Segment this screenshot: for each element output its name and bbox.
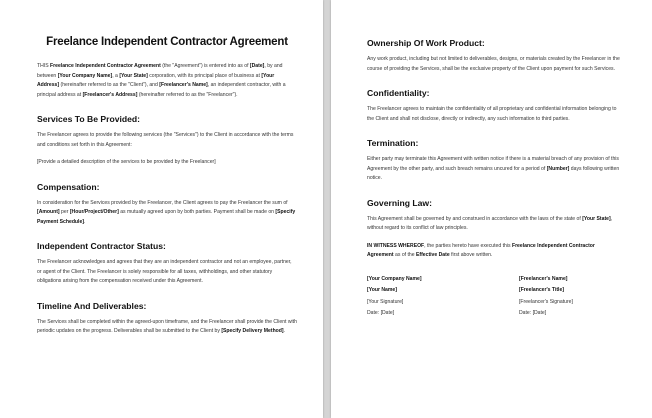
client-company-name: [Your Company Name] [367,275,422,282]
signature-block [367,275,622,319]
timeline-paragraph [37,318,297,337]
freelancer-signature: [Freelancer's Signature] [519,298,573,305]
services-heading: Services To Be Provided: [37,114,141,124]
compensation-text-2: per [59,209,70,215]
services-paragraph: The Freelancer agrees to provide the following services (the "Services") to the Client in accordance with the terms and conditions set forth in this Agreement: [37,132,294,148]
client-signature: [Your Signature] [367,298,404,305]
client-name: [Your Name] [367,287,397,293]
termination-heading: Termination: [367,138,419,148]
status-heading: Independent Contractor Status: [37,241,166,251]
compensation-bold-1: [Amount] [37,209,60,215]
governing-text-1: This Agreement shall be governed by and construed in accordance with the laws of the state of [367,215,583,222]
timeline-text-1: The Services shall be completed within the agreed-upon timeframe, and the Freelancer shall provide the Client with periodic updates on the progress. Deliverables shall be submitted to the Client by [37,318,297,334]
freelancer-title: [Freelancer's Title] [519,287,564,293]
ownership-paragraph: Any work product, including but not limited to deliverables, designs, or materials created by the Freelancer in the course of providing the Services, shall be the exclusive property of the Client upon payment for such Services. [367,56,620,72]
termination-bold-1: [Number] [546,165,570,172]
timeline-heading: Timeline And Deliverables: [37,300,147,311]
compensation-bold-2: [Hour/Project/Other] [69,209,119,215]
status-paragraph: The Freelancer acknowledges and agrees that they are an independent contractor and not an employee, partner, or agent of the Client. The Freelancer is solely responsible for all taxes, withholdings, and other statutory obligations arising from the compensation received under this Agreement. [37,259,292,284]
compensation-paragraph [37,199,297,228]
witness-bold-2: Freelance Independent Contractor Agreement [367,242,595,258]
intro-bold-2: [Date] [249,63,265,69]
intro-text-5: corporation, with its principal place of business at [147,72,262,79]
witness-paragraph [367,242,622,261]
governing-law-paragraph [367,215,622,234]
confidentiality-paragraph: The Freelancer agrees to maintain the confidentiality of all proprietary and confidential information belonging to the Client and shall not disclose, directly or indirectly, any such information to third parties. [367,106,617,122]
intro-text-4: , a [112,72,120,79]
compensation-text-3: as mutually agreed upon by both parties. Payment shall be made on [118,209,276,215]
intro-text-2: (the "Agreement") is entered into as of [160,63,250,69]
intro-text-6: (hereinafter referred to as the "Client"), and [59,82,160,88]
intro-bold-5: [Your Address] [37,72,275,88]
witness-bold-3: Effective Date [415,252,450,258]
intro-bold-6: [Freelancer's Name] [159,82,208,88]
freelancer-date: Date: [Date] [519,310,547,316]
intro-bold-1: Freelance Independent Contractor Agreement [50,63,161,69]
intro-text-7: , an independent contractor, with a principal address at [37,82,286,98]
intro-paragraph [37,62,297,100]
witness-bold-1: IN WITNESS WHEREOF [367,242,425,249]
confidentiality-heading: Confidentiality: [367,88,430,98]
governing-bold-1: [Your State] [582,215,611,222]
witness-text-1: , the parties hereto have executed this [424,242,512,249]
intro-text-3: , by and between [37,63,283,79]
intro-text-8: (hereinafter referred to as the "Freelancer"). [137,91,238,98]
intro-text-1: THIS [37,63,51,69]
client-date: Date: [Date] [367,310,395,316]
witness-text-3: first above written. [449,252,493,258]
termination-paragraph [367,155,622,184]
termination-text-2: days following written notice. [367,165,620,181]
timeline-text-2: . [283,328,286,334]
services-placeholder: [Provide a detailed description of the services to be provided by the Freelancer] [37,159,216,165]
compensation-text-4: . [84,218,86,225]
document-title: Freelance Independent Contractor Agreement [46,36,288,48]
document-page-1 [0,0,323,418]
intro-bold-3: [Your Company Name] [57,72,113,79]
witness-text-2: as of the [393,252,416,258]
compensation-text-1: In consideration for the Services provided by the Freelancer, the Client agrees to pay the Freelancer the sum of [37,199,288,206]
compensation-bold-3: [Specify Payment Schedule] [37,209,296,225]
timeline-bold-1: [Specify Delivery Method] [221,328,284,334]
document-page-2 [331,0,652,418]
governing-text-2: , without regard to its conflict of law principles. [367,215,613,231]
freelancer-name: [Freelancer's Name] [519,275,568,282]
intro-bold-7: [Freelancer's Address] [82,91,138,98]
compensation-heading: Compensation: [37,181,100,192]
termination-text-1: Either party may terminate this Agreement with written notice if there is a material breach of any provision of this Agreement by the other party, and such breach remains uncured for a period of [367,156,619,172]
intro-bold-4: [Your State] [119,72,148,79]
ownership-heading: Ownership Of Work Product: [367,38,485,48]
governing-law-heading: Governing Law: [367,197,432,208]
